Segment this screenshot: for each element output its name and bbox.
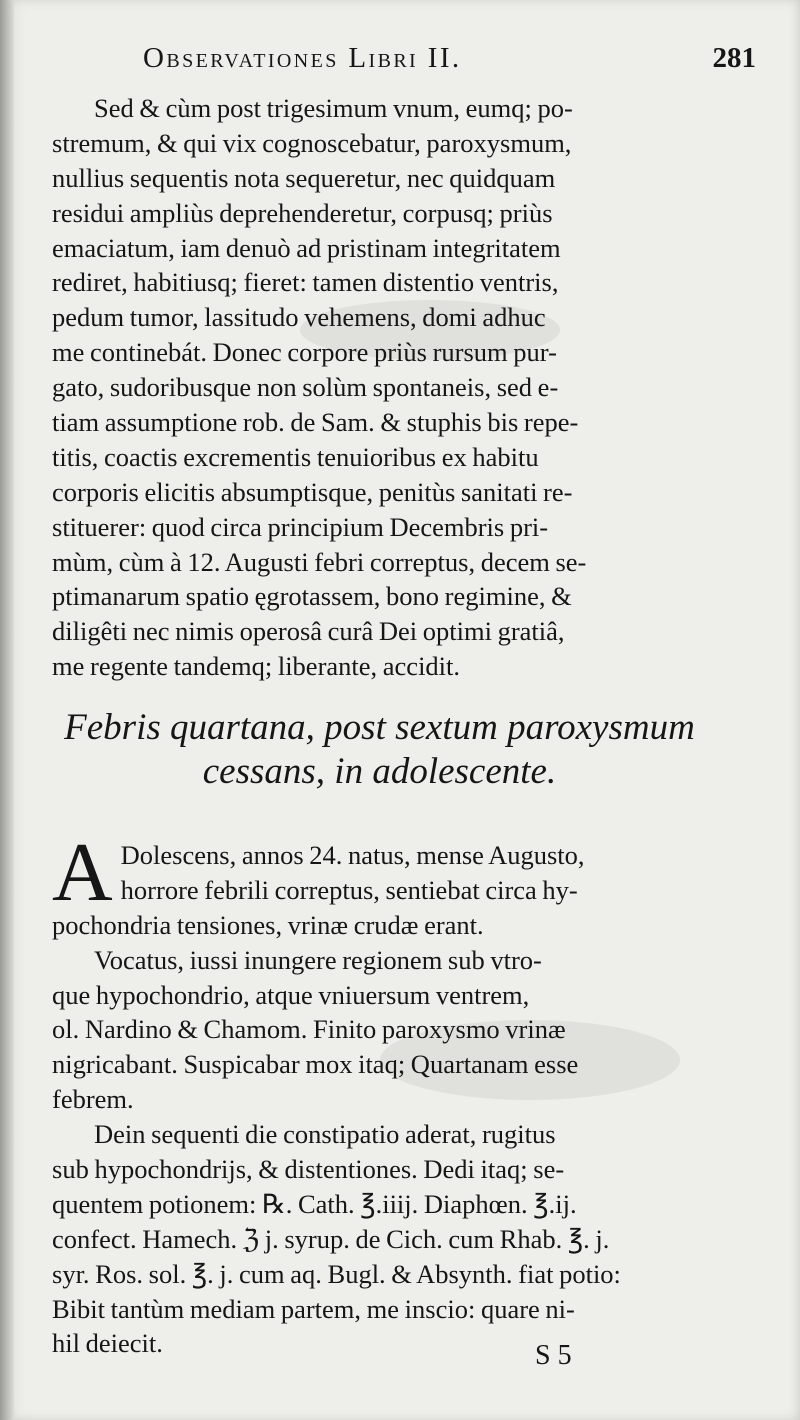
- text-line: ptimanarum spatio ęgrotassem, bono regimine, &: [52, 581, 572, 612]
- heading-line: Febris quartana, post sextum paroxysmum: [64, 707, 695, 748]
- text-line: residui ampliùs deprehenderetur, corpusq; priùs: [52, 197, 553, 228]
- text-line: nullius sequentis nota sequeretur, nec quidquam: [52, 162, 556, 193]
- paragraph-continued: [52, 91, 707, 684]
- text-line: diligêti nec nimis operosâ curâ Dei optimi gratiâ,: [52, 616, 565, 647]
- text-line: Dein sequenti die constipatio aderat, rugitus: [94, 1119, 556, 1150]
- text-line: hil deiecit.: [52, 1328, 163, 1359]
- paragraph: [52, 943, 707, 1117]
- text-line: febrem.: [52, 1084, 134, 1115]
- text-line: Vocatus, iussi inungere regionem sub vtro-: [94, 944, 542, 975]
- page-gutter-shadow: [0, 0, 14, 1420]
- running-head: Observationes Libri II.: [143, 42, 462, 74]
- text-line: quentem potionem: ℞. Cath. ℥.iiij. Diaphœn. ℥.ij.: [52, 1188, 577, 1219]
- text-line: titis, coactis excrementis tenuioribus ex habitu: [52, 441, 539, 472]
- text-line: stituerer: quod circa principium Decembris pri-: [52, 511, 549, 542]
- text-line: mùm, cùm à 12. Augusti febri correptus, decem se-: [52, 546, 587, 577]
- text-line: confect. Hamech. ℨ j. syrup. de Cich. cum Rhab. ℥. j.: [52, 1223, 610, 1254]
- text-line: nigricabant. Suspicabar mox itaq; Quartanam esse: [52, 1049, 579, 1080]
- text-line: corporis elicitis absumptisque, penitùs sanitati re-: [52, 476, 573, 507]
- text-line: me continebát. Donec corpore priùs rursum pur-: [52, 337, 557, 368]
- text-line: me regente tandemq; liberante, accidit.: [52, 651, 461, 682]
- paragraph: [52, 1117, 707, 1361]
- text-line: Sed & cùm post trigesimum vnum, eumq; po-: [94, 93, 573, 123]
- text-line: horrore febrili correptus, sentiebat circa hy-: [120, 874, 578, 905]
- paragraph-opening: [52, 826, 707, 943]
- text-line: tiam assumptione rob. de Sam. & stuphis bis repe-: [52, 407, 579, 438]
- text-line: Dolescens, annos 24. natus, mense Augusto,: [120, 840, 585, 870]
- text-line: stremum, & qui vix cognoscebatur, paroxysmum,: [52, 127, 572, 158]
- section-heading: [52, 706, 707, 794]
- text-line: Bibit tantùm mediam partem, me inscio: quare ni-: [52, 1293, 575, 1324]
- text-line: gato, sudoribusque non solùm spontaneis, sed e-: [52, 372, 559, 403]
- drop-cap: A: [52, 826, 113, 919]
- signature-mark: S 5: [535, 1340, 572, 1371]
- text-line: rediret, habitiusq; fieret: tamen distentio ventris,: [52, 267, 559, 298]
- text-line: que hypochondrio, atque vniuersum ventrem,: [52, 979, 530, 1010]
- text-line: pedum tumor, lassitudo vehemens, domi adhuc: [52, 302, 546, 333]
- text-line: syr. Ros. sol. ℥. j. cum aq. Bugl. & Absynth. fiat potio:: [52, 1258, 621, 1289]
- text-line: emaciatum, iam denuò ad pristinam integritatem: [52, 232, 561, 263]
- page-number: 281: [712, 42, 756, 74]
- text-line: sub hypochondrijs, & distentiones. Dedi itaq; se-: [52, 1154, 565, 1185]
- case-text: [52, 826, 707, 1361]
- heading-line: cessans, in adolescente.: [202, 751, 557, 792]
- page-header: [95, 42, 760, 86]
- text-line: pochondria tensiones, vrinæ crudæ erant.: [52, 909, 484, 940]
- text-line: ol. Nardino & Chamom. Finito paroxysmo vrinæ: [52, 1014, 566, 1045]
